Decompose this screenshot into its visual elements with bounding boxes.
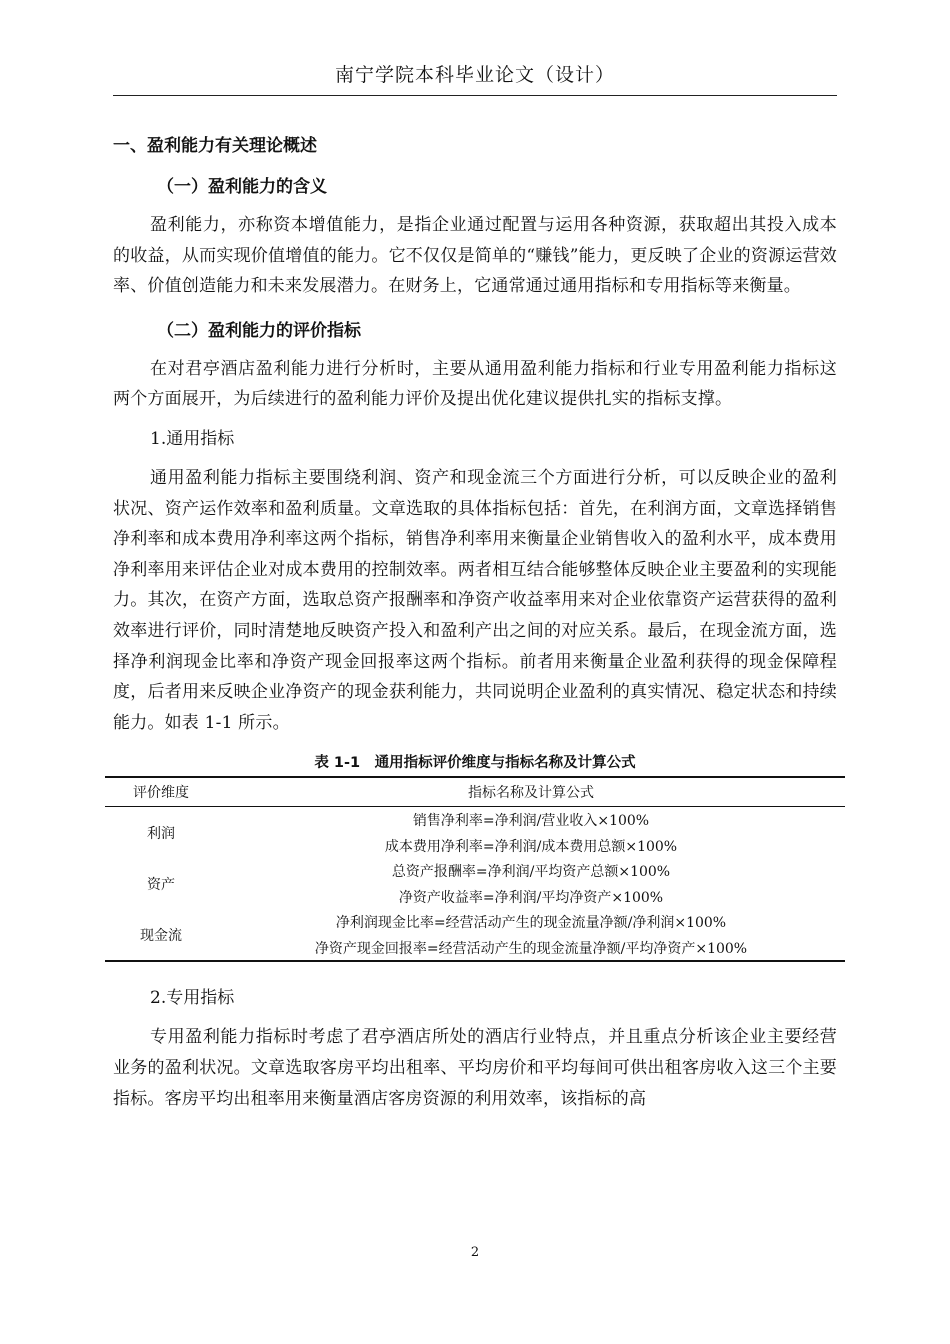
table-caption: 表 1-1 通用指标评价维度与指标名称及计算公式 <box>314 755 636 772</box>
table-cell-dimension: 利润 <box>147 825 175 842</box>
table-cell-formula: 净资产现金回报率=经营活动产生的现金流量净额/平均净资产×100% <box>217 935 845 962</box>
subsection-heading-meaning: （一）盈利能力的含义 <box>157 177 327 197</box>
table-row <box>105 807 845 833</box>
table-row <box>105 858 845 884</box>
subsection-heading-indicators: （二）盈利能力的评价指标 <box>157 320 361 341</box>
table-cell-formula: 净利润现金比率=经营活动产生的现金流量净额/净利润×100% <box>335 915 727 932</box>
table-cell-formula: 销售净利率=净利润/营业收入×100% <box>412 813 650 830</box>
table-cell-formula: 成本费用净利率=净利润/成本费用总额×100% <box>384 838 678 855</box>
table-cell-formula: 总资产报酬率=净利润/平均资产总额×100% <box>391 864 671 881</box>
paragraph-general-indicators: 通用盈利能力指标主要围绕利润、资产和现金流三个方面进行分析，可以反映企业的盈利状况、资产运作效率和盈利质量。文章选取的具体指标包括：首先，在利润方面，文章选择销售净利率和成本费用净利率这两个指标，销售净利率用来衡量企业销售收入的盈利水平，成本费用净利率用来评估企业对成本费用的控制效率。两者相互结合能够整体反映企业主要盈利的实现能力。其次，在资产方面，选取总资产报酬率和净资产收益率用来对企业依靠资产运营获得的盈利效率进行评价，同时清楚地反映资产投入和盈利产出之间的对应关系。最后，在现金流方面，选择净利润现金比率和净资产现金回报率这两个指标。前者用来衡量企业盈利获得的现金保障程度，后者用来反映企业净资产的现金获利能力，共同说明企业盈利的真实情况、稳定状态和持续能力。如表 1-1 所示。 <box>113 467 837 733</box>
page-number: 2 <box>470 1245 480 1260</box>
table-cell-dimension: 资产 <box>147 876 175 893</box>
table-cell-formula: 净资产收益率=净利润/平均净资产×100% <box>398 889 664 906</box>
item-heading-special: 2.专用指标 <box>150 988 235 1009</box>
paragraph-meaning: 盈利能力，亦称资本增值能力，是指企业通过配置与运用各种资源，获取超出其投入成本的收益，从而实现价值增值的能力。它不仅仅是简单的“赚钱”能力，更反映了企业的资源运营效率、价值创造能力和未来发展潜力。在财务上，它通常通过通用指标和专用指标等来衡量。 <box>113 215 837 297</box>
page-content <box>113 128 837 1114</box>
item-heading-general: 1.通用指标 <box>150 428 235 449</box>
table-row <box>105 909 845 935</box>
section-heading: 一、盈利能力有关理论概述 <box>113 136 317 156</box>
paragraph-indicators-intro: 在对君亭酒店盈利能力进行分析时，主要从通用盈利能力指标和行业专用盈利能力指标这两个方面展开，为后续进行的盈利能力评价及提出优化建议提供扎实的指标支撑。 <box>113 358 837 410</box>
table-header-formula: 指标名称及计算公式 <box>217 777 845 807</box>
table-cell-dimension: 现金流 <box>105 909 217 961</box>
header-rule <box>113 95 837 96</box>
table-header-dimension: 评价维度 <box>105 777 217 807</box>
running-header-title: 南宁学院本科毕业论文（设计） <box>334 64 615 86</box>
table-header-row <box>105 777 845 807</box>
paragraph-special-indicators: 专用盈利能力指标时考虑了君亭酒店所处的酒店行业特点，并且重点分析该企业主要经营业务的盈利状况。文章选取客房平均出租率、平均房价和平均每间可供出租客房收入这三个主要指标。客房平均出租率用来衡量酒店客房资源的利用效率，该指标的高 <box>113 1027 837 1109</box>
indicator-table <box>105 776 845 962</box>
